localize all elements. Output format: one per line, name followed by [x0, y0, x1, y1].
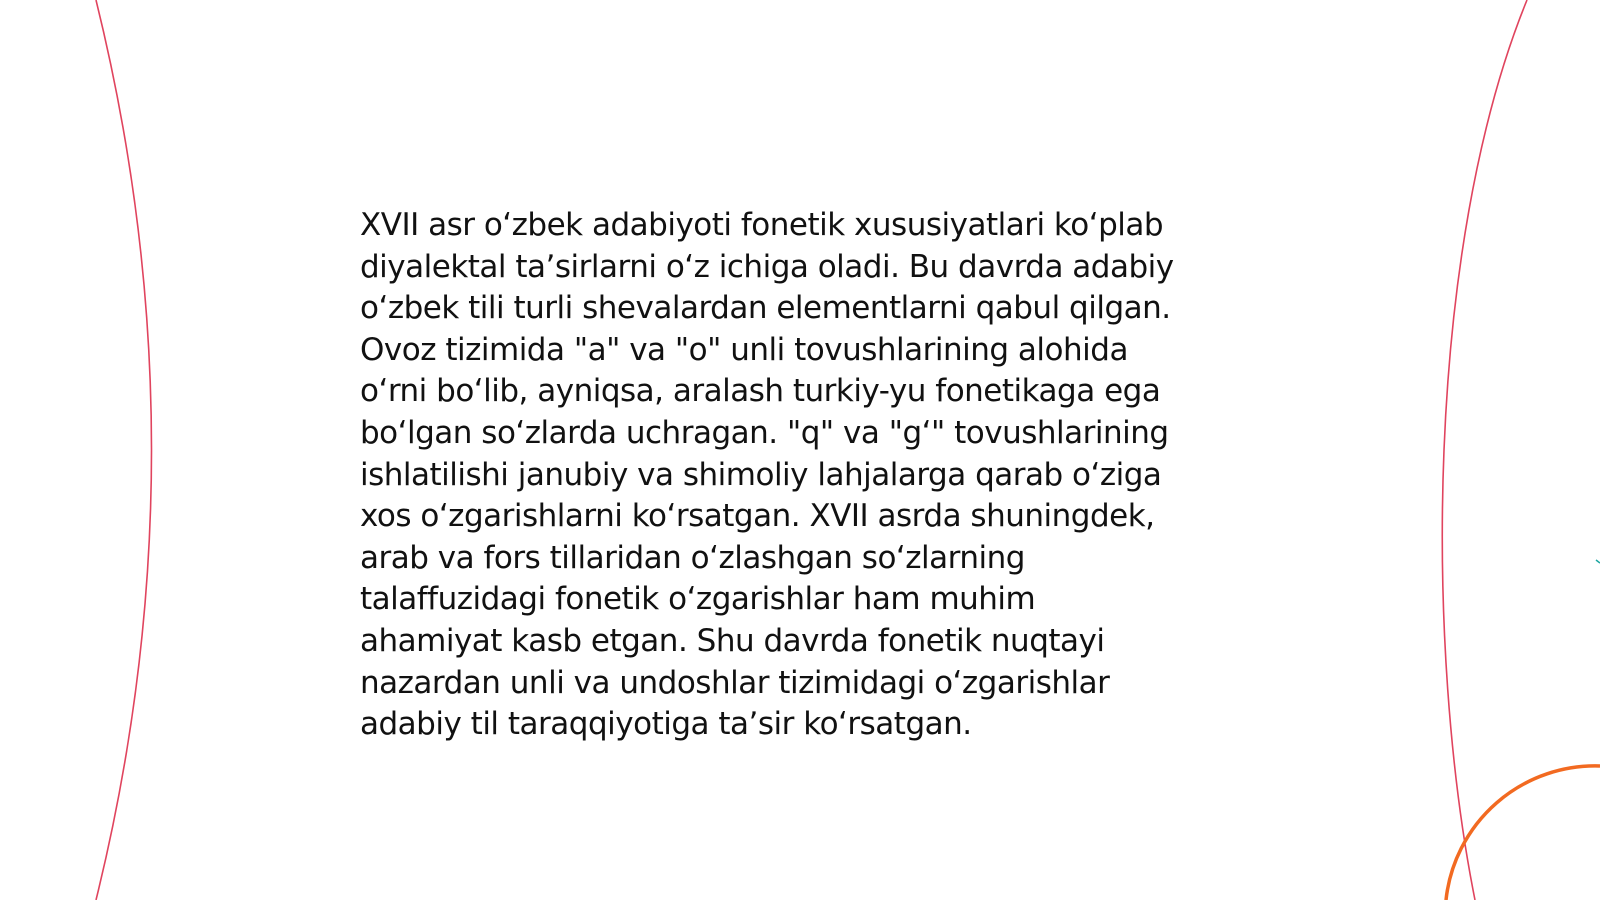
paragraph-line: adabiy til taraqqiyotiga ta’sir ko‘rsatgan. [360, 706, 972, 743]
orange-arc [1446, 766, 1600, 900]
paragraph-line: XVII asr o‘zbek adabiyoti fonetik xususiyatlari ko‘plab [360, 207, 1164, 243]
paragraph-line: o‘rni bo‘lib, ayniqsa, aralash turkiy-yu fonetikaga ega [360, 373, 1161, 410]
left-curve-line [96, 0, 152, 900]
paragraph-line: ishlatilishi janubiy va shimoliy lahjalarga qarab o‘ziga [360, 456, 1162, 493]
paragraph-line: nazardan unli va undoshlar tizimidagi o‘zgarishlar [360, 664, 1110, 701]
paragraph-line: xos o‘zgarishlarni ko‘rsatgan. XVII asrda shuningdek, [360, 498, 1155, 535]
paragraph-line: diyalektal ta’sirlarni o‘z ichiga oladi. Bu davrda adabiy [360, 248, 1174, 285]
paragraph-line: Ovoz tizimida "a" va "o" unli tovushlarining alohida [360, 331, 1128, 368]
paragraph-line: ahamiyat kasb etgan. Shu davrda fonetik nuqtayi [360, 622, 1105, 659]
paragraph-line: talaffuzidagi fonetik o‘zgarishlar ham muhim [360, 581, 1036, 618]
paragraph-line: bo‘lgan so‘zlarda uchragan. "q" va "g‘" tovushlarining [360, 414, 1169, 451]
paragraph-line: o‘zbek tili turli shevalardan elementlarni qabul qilgan. [360, 290, 1171, 327]
teal-accent-mark [1596, 560, 1600, 563]
paragraph-line: arab va fors tillaridan o‘zlashgan so‘zlarning [360, 539, 1025, 576]
right-curve-line [1442, 0, 1527, 900]
body-paragraph [360, 205, 1260, 746]
